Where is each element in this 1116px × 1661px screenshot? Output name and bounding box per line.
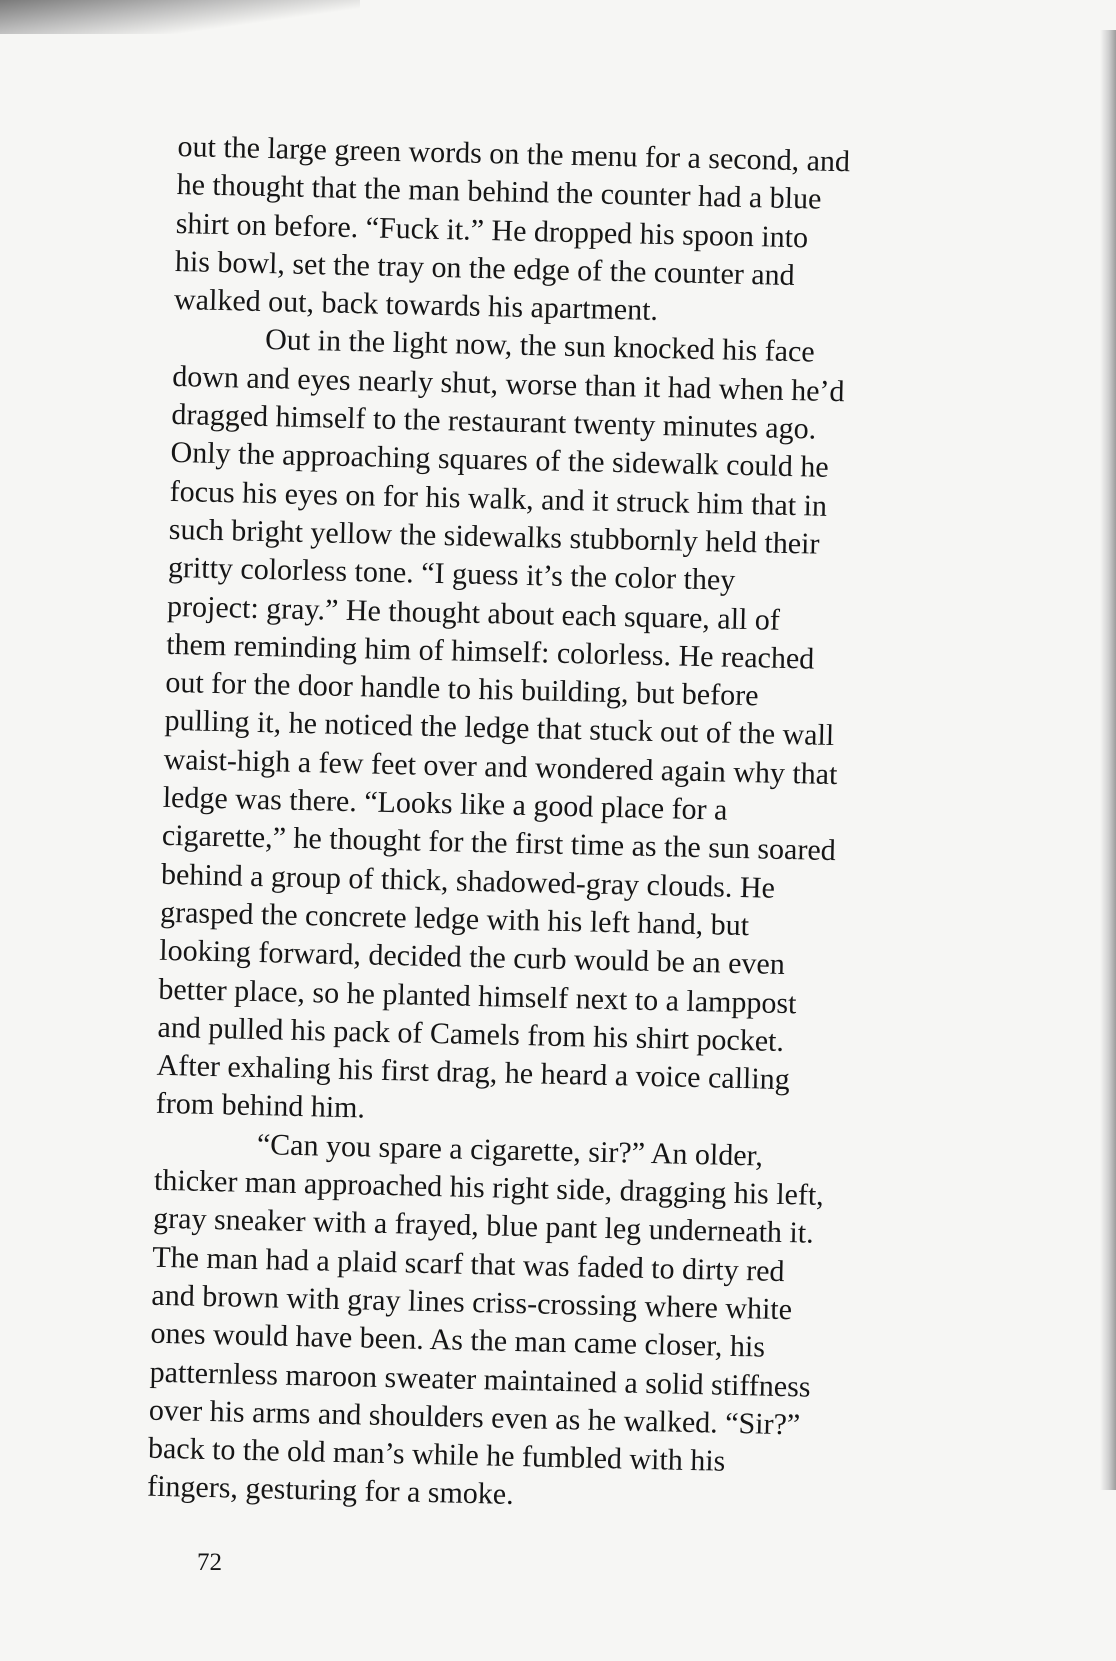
text-line: After exhaling his first drag, he heard a voice calling xyxy=(156,1048,791,1097)
text-line: grasped the concrete ledge with his left hand, but xyxy=(159,895,750,943)
text-line: pulling it, he noticed the ledge that stuck out of the wall xyxy=(164,704,835,753)
text-line: waist-high a few feet over and wondered again why that xyxy=(163,742,838,791)
text-line: fingers, gesturing for a smoke. xyxy=(146,1470,515,1512)
text-line: project: gray.” He thought about each square, all of xyxy=(166,589,781,637)
text-line: ones would have been. As the man came closer, his xyxy=(150,1316,766,1364)
text-line: better place, so he planted himself next to a lamppost xyxy=(158,972,797,1020)
body-text xyxy=(147,128,1048,1526)
paragraph-first-line: Out in the light now, the sun knocked his face xyxy=(264,323,816,369)
text-line: thicker man approached his right side, dragging his left, xyxy=(153,1163,825,1212)
text-line: patternless maroon sweater maintained a solid stiffness xyxy=(149,1355,811,1404)
text-line: and pulled his pack of Camels from his shirt pocket. xyxy=(157,1010,785,1058)
text-line: Only the approaching squares of the sidewalk could he xyxy=(170,436,829,485)
text-line: out for the door handle to his building, but before xyxy=(165,666,759,713)
text-line: over his arms and shoulders even as he walked. “Sir?” xyxy=(148,1393,801,1442)
paragraph-first-line: “Can you spare a cigarette, sir?” An older, xyxy=(256,1127,764,1173)
text-line: walked out, back towards his apartment. xyxy=(173,283,659,328)
text-line: his bowl, set the tray on the edge of the counter and xyxy=(174,244,796,292)
text-line: such bright yellow the sidewalks stubbornly held their xyxy=(168,512,820,561)
text-line: and brown with gray lines criss-crossing where white xyxy=(151,1278,793,1327)
text-line: he thought that the man behind the counter had a blue xyxy=(176,168,822,216)
text-line: from behind him. xyxy=(155,1087,366,1125)
text-line: looking forward, decided the curb would be an even xyxy=(158,934,786,982)
page-number: 72 xyxy=(197,1549,222,1576)
text-line: cigarette,” he thought for the first time as the sun soared xyxy=(161,819,837,868)
text-line: gray sneaker with a frayed, blue pant leg underneath it. xyxy=(152,1202,815,1251)
text-line: them reminding him of himself: colorless. He reached xyxy=(165,627,815,676)
text-line: back to the old man’s while he fumbled with his xyxy=(147,1431,726,1478)
text-line: behind a group of thick, shadowed-gray clouds. He xyxy=(160,857,776,905)
text-line: The man had a plaid scarf that was faded to dirty red xyxy=(152,1240,785,1288)
text-line: down and eyes nearly shut, worse than it had when he’d xyxy=(171,359,845,408)
text-line: ledge was there. “Looks like a good place for a xyxy=(162,780,728,827)
text-line: shirt on before. “Fuck it.” He dropped his spoon into xyxy=(175,206,809,254)
text-line: gritty colorless tone. “I guess it’s the color they xyxy=(167,551,736,598)
text-line: focus his eyes on for his walk, and it struck him that in xyxy=(169,474,828,523)
page-edge-shadow-right xyxy=(1100,30,1116,1490)
page-edge-shadow-top xyxy=(0,0,360,34)
text-line: dragged himself to the restaurant twenty minutes ago. xyxy=(171,398,817,446)
text-line: out the large green words on the menu for a second, and xyxy=(177,129,851,179)
